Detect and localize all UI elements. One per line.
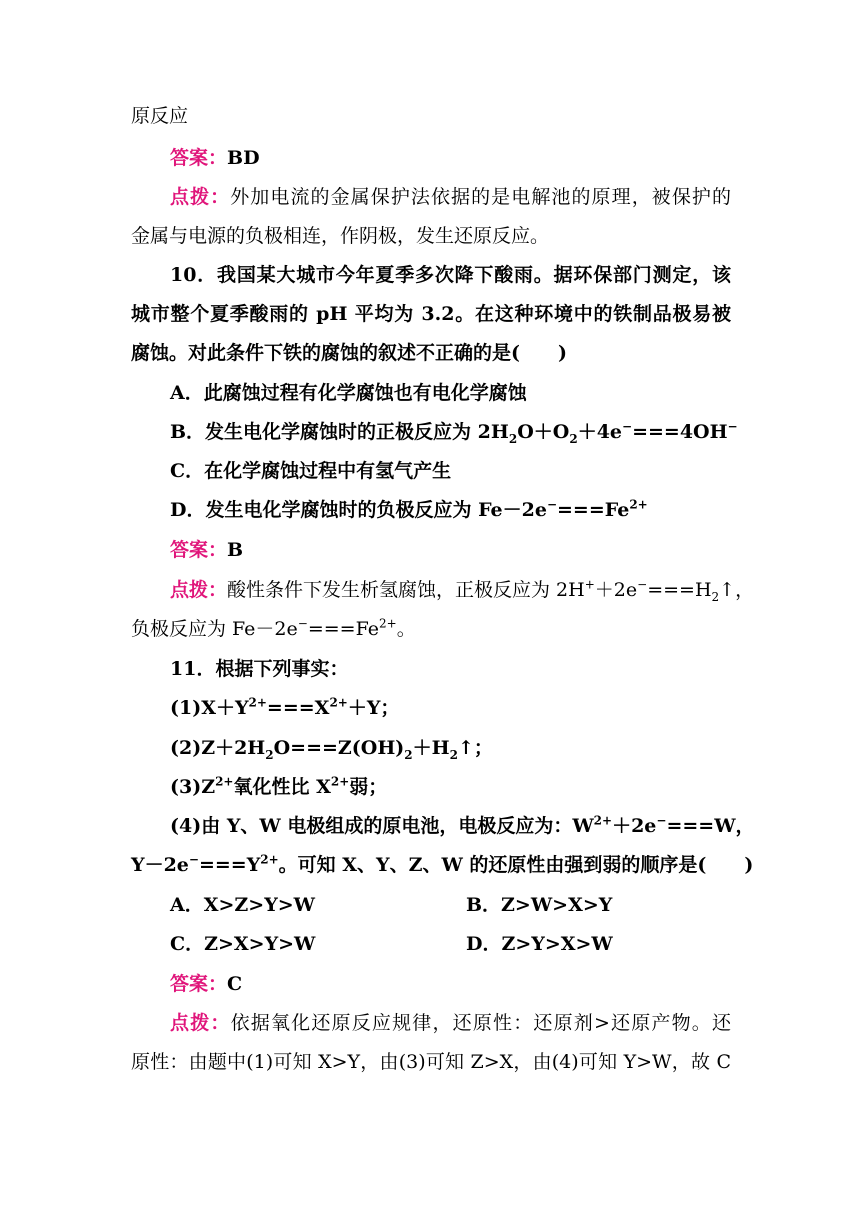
option-b <box>170 419 738 446</box>
superscript: 2+ <box>629 497 648 512</box>
text-span: 弱； <box>349 776 388 798</box>
text-span: O＋O <box>517 421 570 443</box>
options-row <box>170 892 731 918</box>
answer-line <box>170 145 731 171</box>
question-10-line: 腐蚀。对此条件下铁的腐蚀的叙述不正确的是( ) <box>131 342 567 364</box>
superscript: − <box>297 616 308 631</box>
answer-line <box>170 971 731 997</box>
text-span: (2)Z＋2H <box>170 737 266 759</box>
explanation-line <box>170 577 755 604</box>
text-span: ===Fe <box>307 618 379 640</box>
question-11-line: 11．根据下列事实： <box>170 658 349 680</box>
answer-label: 答案： <box>170 147 228 169</box>
answer-line <box>170 537 731 563</box>
text-span: (1)X＋Y <box>170 697 249 719</box>
text-span: 。可知 X、Y、Z、W 的还原性由强到弱的顺序是( ) <box>278 854 754 876</box>
text-span: ===X <box>266 697 330 719</box>
subscript: 2 <box>449 747 458 762</box>
text-span: ===Fe <box>557 499 630 521</box>
explanation-label: 点拨： <box>170 579 228 601</box>
explanation-label: 点拨： <box>170 1012 231 1034</box>
text-line: 金属与电源的负极相连，作阴极，发生还原反应。 <box>131 225 550 247</box>
superscript: 2+ <box>330 774 350 789</box>
option-c: C．在化学腐蚀过程中有氢气产生 <box>170 460 452 482</box>
explanation-line <box>170 1010 731 1036</box>
text-span: ＋2e <box>612 815 657 837</box>
subscript: 2 <box>404 747 413 762</box>
fact-4 <box>170 813 755 839</box>
text-span: ＋Y； <box>347 697 400 719</box>
subscript: 2 <box>711 589 720 604</box>
superscript: − <box>727 419 738 434</box>
subscript: 2 <box>508 431 518 446</box>
question-10-line: 10．我国某大城市今年夏季多次降下酸雨。据环保部门测定，该 <box>170 264 731 286</box>
option-c: C．Z>X>Y>W <box>170 933 316 955</box>
answer-text: C <box>227 973 243 995</box>
superscript: − <box>188 852 199 867</box>
text-span: ===H <box>647 579 712 601</box>
explanation-line <box>131 616 731 642</box>
text-span: (3)Z <box>170 776 216 798</box>
superscript: + <box>584 577 595 592</box>
answer-label: 答案： <box>170 539 228 561</box>
subscript: 2 <box>265 747 274 762</box>
superscript: − <box>637 577 648 592</box>
superscript: 2+ <box>593 813 613 828</box>
fact-3 <box>170 774 731 800</box>
text-span: ===Y <box>198 854 261 876</box>
text-span: D．发生电化学腐蚀时的负极反应为 Fe－2e <box>170 499 547 521</box>
text-span: (4)由 Y、W 电极组成的原电池，电极反应为：W <box>170 815 594 837</box>
superscript: − <box>546 497 558 512</box>
superscript: 2+ <box>378 616 397 631</box>
option-a: A．X>Z>Y>W <box>170 894 316 916</box>
question-10-line: 城市整个夏季酸雨的 pH 平均为 3.2。在这种环境中的铁制品极易被 <box>131 303 731 325</box>
superscript: 2+ <box>215 774 234 789</box>
superscript: 2+ <box>329 695 348 710</box>
text-span: 氧化性比 X <box>233 776 331 798</box>
text-span: 。 <box>396 618 416 640</box>
text-span: 酸性条件下发生析氢腐蚀，正极反应为 2H <box>227 579 585 601</box>
text-span: ＋2e <box>594 579 638 601</box>
text-span: Y－2e <box>131 854 189 876</box>
text-span: 负极反应为 Fe－2e <box>131 618 298 640</box>
explanation-line: 原性：由题中(1)可知 X>Y，由(3)可知 Z>X，由(4)可知 Y>W，故 C <box>131 1051 731 1073</box>
superscript: 2+ <box>260 852 279 867</box>
text-line: 原反应 <box>131 105 189 127</box>
option-d <box>170 497 731 523</box>
option-d: D．Z>Y>X>W <box>466 933 613 955</box>
text-span: B．发生电化学腐蚀时的正极反应为 2H <box>170 421 509 443</box>
superscript: 2+ <box>248 695 267 710</box>
answer-text: BD <box>227 147 260 169</box>
explanation-line <box>170 184 731 210</box>
text-span: O===Z(OH) <box>273 737 405 759</box>
superscript: − <box>656 813 667 828</box>
explanation-label: 点拨： <box>170 186 231 208</box>
text-span: ＋H <box>412 737 450 759</box>
option-b: B．Z>W>X>Y <box>466 894 613 916</box>
options-row <box>170 931 731 957</box>
subscript: 2 <box>569 431 578 446</box>
answer-text: B <box>227 539 244 561</box>
text-span: ===W， <box>666 815 755 837</box>
superscript: − <box>622 419 633 434</box>
option-a: A．此腐蚀过程有化学腐蚀也有电化学腐蚀 <box>170 382 527 404</box>
fact-1 <box>170 695 731 721</box>
explanation-text: 依据氧化还原反应规律，还原性：还原剂>还原产物。还 <box>230 1012 731 1034</box>
text-span: ↑， <box>719 579 755 601</box>
fact-4-continued <box>131 852 754 878</box>
answer-label: 答案： <box>170 973 228 995</box>
text-span: ↑； <box>457 737 493 759</box>
fact-2 <box>170 735 731 761</box>
text-span: ===4OH <box>632 421 728 443</box>
text-span: ＋4e <box>577 421 622 443</box>
explanation-text: 外加电流的金属保护法依据的是电解池的原理，被保护的 <box>230 186 731 208</box>
